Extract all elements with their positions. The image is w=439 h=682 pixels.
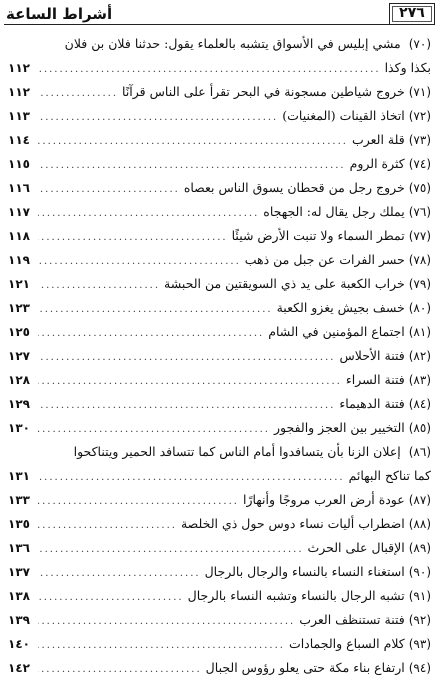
dot-leader bbox=[38, 298, 273, 322]
entry-title: التخيير بين العجز والفجور bbox=[274, 420, 405, 435]
dot-leader bbox=[38, 130, 348, 154]
dot-leader bbox=[38, 226, 228, 250]
entry-page: ١٣٥ bbox=[8, 517, 30, 531]
book-title: أشراط الساعة bbox=[6, 5, 113, 23]
entry-number: (٨٨) bbox=[408, 517, 431, 531]
entry-title: خروج رجل من قحطان يسوق الناس بعصاه bbox=[183, 180, 405, 195]
toc-entry bbox=[8, 80, 431, 104]
dot-leader bbox=[38, 106, 278, 130]
entry-number: (٨٣) bbox=[408, 373, 431, 387]
entry-page: ١١٩ bbox=[8, 253, 30, 267]
entry-page: ١١٦ bbox=[8, 181, 30, 195]
entry-title: كلام السباع والجمادات bbox=[288, 636, 405, 651]
entry-number: (٧٢) bbox=[408, 109, 431, 123]
entry-number: (٩٢) bbox=[408, 613, 431, 627]
dot-leader bbox=[38, 610, 295, 634]
entry-title: مشي إبليس في الأسواق يتشبه بالعلماء يقول: حدثنا فلان بن فلان bbox=[64, 36, 401, 51]
entry-page: ١٣٩ bbox=[8, 613, 30, 627]
entry-number: (٧٦) bbox=[408, 205, 431, 219]
toc-entry bbox=[8, 392, 431, 416]
toc-entry bbox=[8, 488, 431, 512]
entry-number: (٨٢) bbox=[408, 349, 431, 363]
entry-page: ١٤٠ bbox=[8, 637, 30, 651]
entry-title: اضطراب أليات نساء دوس حول ذي الخلصة bbox=[180, 516, 405, 531]
toc-entry bbox=[8, 248, 431, 272]
entry-number: (٩٠) bbox=[408, 565, 431, 579]
entry-title: عودة أرض العرب مروجًا وأنهارًا bbox=[242, 492, 405, 507]
entry-page: ١١٥ bbox=[8, 157, 30, 171]
entry-page: ١٢٥ bbox=[8, 325, 30, 339]
dot-leader bbox=[38, 418, 270, 442]
dot-leader bbox=[38, 178, 180, 202]
toc-entry-line2 bbox=[8, 56, 431, 80]
toc-entry bbox=[8, 512, 431, 536]
page-number-box bbox=[389, 3, 435, 25]
toc-entry bbox=[8, 440, 431, 488]
toc-entry bbox=[8, 608, 431, 632]
entry-page: ١٢٧ bbox=[8, 349, 30, 363]
entry-number: (٩١) bbox=[408, 589, 431, 603]
entry-title: فتنة الأحلاس bbox=[339, 348, 405, 363]
toc-entry bbox=[8, 320, 431, 344]
dot-leader bbox=[38, 202, 259, 226]
entry-title: اتخاذ القينات (المغنيات) bbox=[282, 108, 405, 123]
entry-page: ١٢٩ bbox=[8, 397, 30, 411]
entry-title-continued: كما تناكح البهائم bbox=[348, 468, 431, 483]
entry-page: ١١٨ bbox=[8, 229, 30, 243]
page-header bbox=[0, 0, 439, 30]
entry-number: (٧٧) bbox=[408, 229, 431, 243]
entry-number: (٨١) bbox=[408, 325, 431, 339]
entry-page: ١٣٧ bbox=[8, 565, 30, 579]
toc-entry bbox=[8, 152, 431, 176]
dot-leader bbox=[38, 538, 304, 562]
toc-entry bbox=[8, 560, 431, 584]
toc-entry bbox=[8, 176, 431, 200]
entry-title-continued: بكذا وكذا bbox=[384, 60, 431, 75]
entry-title: يملك رجل يقال له: الجهجاه bbox=[263, 204, 405, 219]
entry-page: ١١٧ bbox=[8, 205, 30, 219]
dot-leader bbox=[38, 394, 335, 418]
entry-number: (٨٩) bbox=[408, 541, 431, 555]
entry-page: ١٤٢ bbox=[8, 661, 30, 675]
entry-title: فتنة تستنظف العرب bbox=[299, 612, 405, 627]
entry-page: ١٢٨ bbox=[8, 373, 30, 387]
toc-entry bbox=[8, 632, 431, 656]
dot-leader bbox=[38, 562, 201, 586]
toc-entry-line2 bbox=[8, 464, 431, 488]
entry-number: (٧٤) bbox=[408, 157, 431, 171]
entry-title: إعلان الزنا بأن يتسافدوا أمام الناس كما تتسافد الحمير ويتناكحوا bbox=[73, 444, 401, 459]
entry-number: (٧١) bbox=[408, 85, 431, 99]
entry-page: ١١٣ bbox=[8, 109, 30, 123]
toc-entry bbox=[8, 368, 431, 392]
entry-page: ١٣٠ bbox=[8, 421, 30, 435]
entry-page: ١١٢ bbox=[8, 85, 30, 99]
dot-leader bbox=[38, 274, 160, 298]
entry-number: (٧٣) bbox=[408, 133, 431, 147]
dot-leader bbox=[38, 658, 202, 682]
entry-page: ١٣١ bbox=[8, 469, 30, 483]
entry-page: ١١٢ bbox=[8, 61, 30, 75]
toc-entry bbox=[8, 416, 431, 440]
entry-number: (٨٤) bbox=[408, 397, 431, 411]
dot-leader bbox=[38, 370, 342, 394]
entry-title: فتنة الدهيماء bbox=[339, 396, 405, 411]
entry-page: ١٣٨ bbox=[8, 589, 30, 603]
toc-entry bbox=[8, 224, 431, 248]
dot-leader bbox=[38, 586, 184, 610]
entry-number: (٨٦) bbox=[408, 445, 431, 459]
dot-leader bbox=[38, 466, 345, 490]
entry-title: قلة العرب bbox=[351, 132, 405, 147]
table-of-contents bbox=[8, 32, 431, 680]
entry-title: خروج شياطين مسجونة في البحر تقرأ على الناس قرآنًا bbox=[122, 84, 405, 99]
entry-number: (٧٥) bbox=[408, 181, 431, 195]
entry-page: ١٢١ bbox=[8, 277, 30, 291]
dot-leader bbox=[38, 346, 335, 370]
dot-leader bbox=[38, 82, 118, 106]
dot-leader bbox=[38, 322, 264, 346]
entry-page: ١٢٣ bbox=[8, 301, 30, 315]
toc-entry bbox=[8, 104, 431, 128]
entry-number: (٩٤) bbox=[408, 661, 431, 675]
toc-entry bbox=[8, 536, 431, 560]
entry-title: الإقبال على الحرث bbox=[307, 540, 405, 555]
toc-entry bbox=[8, 584, 431, 608]
toc-entry bbox=[8, 32, 431, 80]
entry-title: خراب الكعبة على يد ذي السويقتين من الحبشة bbox=[164, 276, 405, 291]
entry-number: (٧٠) bbox=[408, 37, 431, 51]
toc-entry bbox=[8, 200, 431, 224]
toc-entry bbox=[8, 128, 431, 152]
entry-number: (٨٥) bbox=[408, 421, 431, 435]
entry-title: فتنة السراء bbox=[345, 372, 405, 387]
entry-title: تمطر السماء ولا تنبت الأرض شيئًا bbox=[231, 228, 405, 243]
header-rule bbox=[4, 24, 389, 25]
toc-entry-line1 bbox=[8, 32, 431, 56]
dot-leader bbox=[38, 514, 177, 538]
entry-title: ارتفاع بناء مكة حتى يعلو رؤوس الجبال bbox=[205, 660, 405, 675]
entry-page: ١٣٣ bbox=[8, 493, 30, 507]
toc-entry bbox=[8, 656, 431, 680]
entry-number: (٧٨) bbox=[408, 253, 431, 267]
entry-number: (٧٩) bbox=[408, 277, 431, 291]
entry-number: (٨٠) bbox=[408, 301, 431, 315]
entry-number: (٨٧) bbox=[408, 493, 431, 507]
entry-title: تشبه الرجال بالنساء وتشبه النساء بالرجال bbox=[187, 588, 405, 603]
entry-title: حسر الفرات عن جبل من ذهب bbox=[244, 252, 405, 267]
toc-entry bbox=[8, 272, 431, 296]
dot-leader bbox=[38, 490, 239, 514]
toc-entry bbox=[8, 344, 431, 368]
entry-page: ١٣٦ bbox=[8, 541, 30, 555]
entry-number: (٩٣) bbox=[408, 637, 431, 651]
dot-leader bbox=[38, 154, 346, 178]
toc-entry-line1 bbox=[8, 440, 431, 464]
entry-title: خسف بجيش يغزو الكعبة bbox=[276, 300, 405, 315]
dot-leader bbox=[38, 58, 381, 82]
entry-page: ١١٤ bbox=[8, 133, 30, 147]
page-number: ٢٧٦ bbox=[399, 5, 425, 21]
entry-title: اجتماع المؤمنين في الشام bbox=[268, 324, 405, 339]
toc-entry bbox=[8, 296, 431, 320]
dot-leader bbox=[38, 250, 241, 274]
entry-title: استغناء النساء بالنساء والرجال بالرجال bbox=[204, 564, 405, 579]
dot-leader bbox=[38, 634, 285, 658]
entry-title: كثرة الروم bbox=[349, 156, 405, 171]
